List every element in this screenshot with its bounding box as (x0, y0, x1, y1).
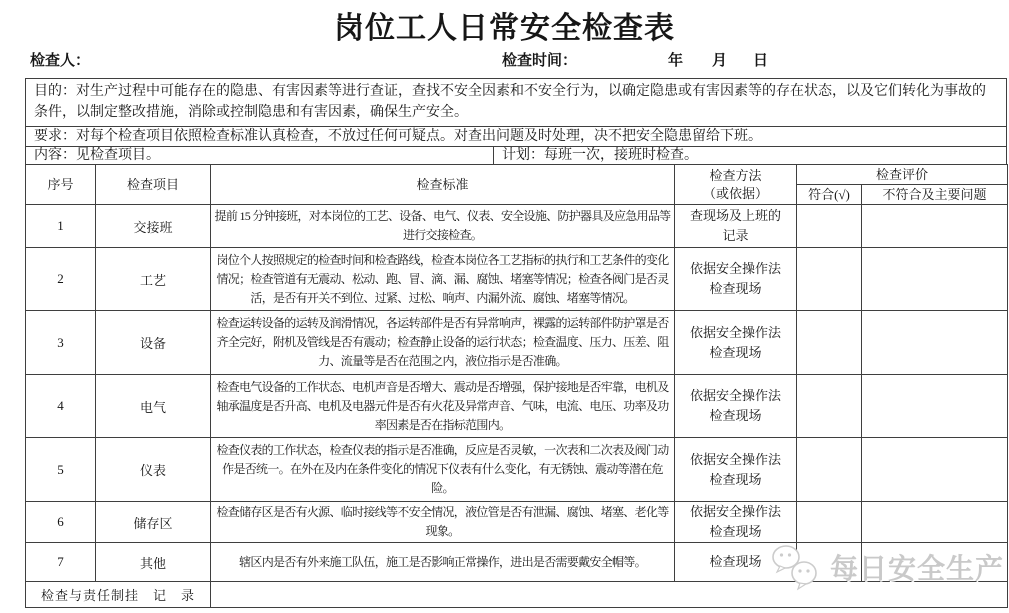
inspection-item: 工艺 (96, 248, 211, 311)
pass-cell (797, 248, 862, 311)
inspection-item: 交接班 (96, 205, 211, 248)
plan-text: 计划：每班一次，接班时检查。 (502, 148, 698, 163)
pass-cell (797, 438, 862, 502)
inspection-item: 电气 (96, 375, 211, 438)
row-number: 4 (26, 375, 96, 438)
pass-cell (797, 502, 862, 543)
inspection-item: 储存区 (96, 502, 211, 543)
col-header-pass: 符合(√) (797, 185, 862, 205)
pass-cell (797, 543, 862, 582)
inspection-method: 查现场及上班的 记录 (675, 205, 797, 248)
row-number: 7 (26, 543, 96, 582)
row-number: 6 (26, 502, 96, 543)
inspection-method: 依据安全操作法 检查现场 (675, 502, 797, 543)
table-row (26, 543, 1008, 582)
fail-cell (862, 502, 1008, 543)
inspection-method: 依据安全操作法 检查现场 (675, 248, 797, 311)
col-header-standard: 检查标准 (211, 165, 675, 205)
col-header-evaluation: 检查评价 (797, 165, 1008, 185)
inspection-standard: 检查储存区是否有火源、临时接线等不安全情况，液位管是否有泄漏、腐蚀、堵塞、老化等现象。 (211, 502, 675, 543)
requirement-text: 要求：对每个检查项目依照检查标准认真检查，不放过任何可疑点。对查出问题及时处理，决不把安全隐患留给下班。 (26, 126, 1006, 146)
content-plan-row (26, 146, 1006, 164)
page-title: 岗位工人日常安全检查表 (334, 12, 675, 45)
table-row (26, 375, 1008, 438)
row-number: 5 (26, 438, 96, 502)
inspection-time-label: 检查时间： (502, 52, 578, 69)
purpose-text: 目的：对生产过程中可能存在的隐患、有害因素等进行查证，查找不安全因素和不安全行为，以确定隐患或有害因素等的存在状态，以及它们转化为事故的条件，以制定整改措施，消除或控制隐患和有害因素，确保生产安全。 (34, 84, 986, 120)
month-label: 月 (712, 52, 728, 69)
inspection-item: 其他 (96, 543, 211, 582)
inspection-standard: 检查电气设备的工作状态、电机声音是否增大、震动是否增强，保护接地是否牢靠，电机及轴承温度是否升高、电机及电器元件是否有火花及异常声音、气味，电流、电压、功率及功率因素是否在指标范围内。 (211, 375, 675, 438)
inspection-method: 依据安全操作法 检查现场 (675, 375, 797, 438)
form-meta-line (0, 49, 1009, 71)
year-label: 年 (668, 52, 684, 69)
col-header-item: 检查项目 (96, 165, 211, 205)
table-row (26, 248, 1008, 311)
row-number: 3 (26, 311, 96, 375)
inspection-standard: 检查运转设备的运转及润滑情况，各运转部件是否有异常响声，裸露的运转部件防护罩是否齐全完好，附机及管线是否有震动；检查静止设备的运行状态；检查温度、压力、压差、阻力、流量等是否在范围之内，液位指示是否准确。 (211, 311, 675, 375)
inspection-method: 依据安全操作法 检查现场 (675, 438, 797, 502)
fail-cell (862, 205, 1008, 248)
content-text: 内容：见检查项目。 (26, 147, 494, 164)
inspection-standard: 岗位个人按照规定的检查时间和检查路线，检查本岗位各工艺指标的执行和工艺条件的变化情况；检查管道有无震动、松动、跑、冒、滴、漏、腐蚀、堵塞等情况；检查各阀门是否灵活，是否有开关不到位、过紧、过松、响声、内漏外流、腐蚀、堵塞等情况。 (211, 248, 675, 311)
col-header-no: 序号 (26, 165, 96, 205)
intro-box (25, 78, 1007, 165)
inspection-item: 仪表 (96, 438, 211, 502)
watermark-text: 每日安全生产 (830, 553, 1005, 584)
col-header-method: 检查方法 （或依据） (675, 165, 797, 205)
inspection-standard: 检查仪表的工作状态，检查仪表的指示是否准确，反应是否灵敏，一次表和二次表及阀门动作是否统一。在外在及内在条件变化的情况下仪表有什么变化，有无锈蚀、震动等潜在危险。 (211, 438, 675, 502)
table-row (26, 205, 1008, 248)
inspection-standard: 辖区内是否有外来施工队伍，施工是否影响正常操作，进出是否需要戴安全帽等。 (211, 543, 675, 582)
table-header-row-1 (26, 165, 1008, 185)
table-footer-row (26, 582, 1008, 608)
footer-label: 检查与责任制挂 记 录 (26, 582, 211, 608)
table-row (26, 438, 1008, 502)
table-row (26, 502, 1008, 543)
fail-cell (862, 248, 1008, 311)
pass-cell (797, 375, 862, 438)
inspection-table (25, 164, 1008, 608)
fail-cell (862, 438, 1008, 502)
inspection-standard: 提前 15 分钟接班，对本岗位的工艺、设备、电气、仪表、安全设施、防护器具及应急用品等进行交接检查。 (211, 205, 675, 248)
pass-cell (797, 205, 862, 248)
row-number: 1 (26, 205, 96, 248)
col-header-fail: 不符合及主要问题 (862, 185, 1008, 205)
pass-cell (797, 311, 862, 375)
table-row (26, 311, 1008, 375)
fail-cell (862, 375, 1008, 438)
inspection-item: 设备 (96, 311, 211, 375)
inspector-label: 检查人： (30, 52, 91, 69)
row-number: 2 (26, 248, 96, 311)
inspection-method: 检查现场 (675, 543, 797, 582)
footer-blank-cell (211, 582, 1008, 608)
fail-cell (862, 543, 1008, 582)
day-label: 日 (753, 52, 769, 69)
inspection-method: 依据安全操作法 检查现场 (675, 311, 797, 375)
fail-cell (862, 311, 1008, 375)
